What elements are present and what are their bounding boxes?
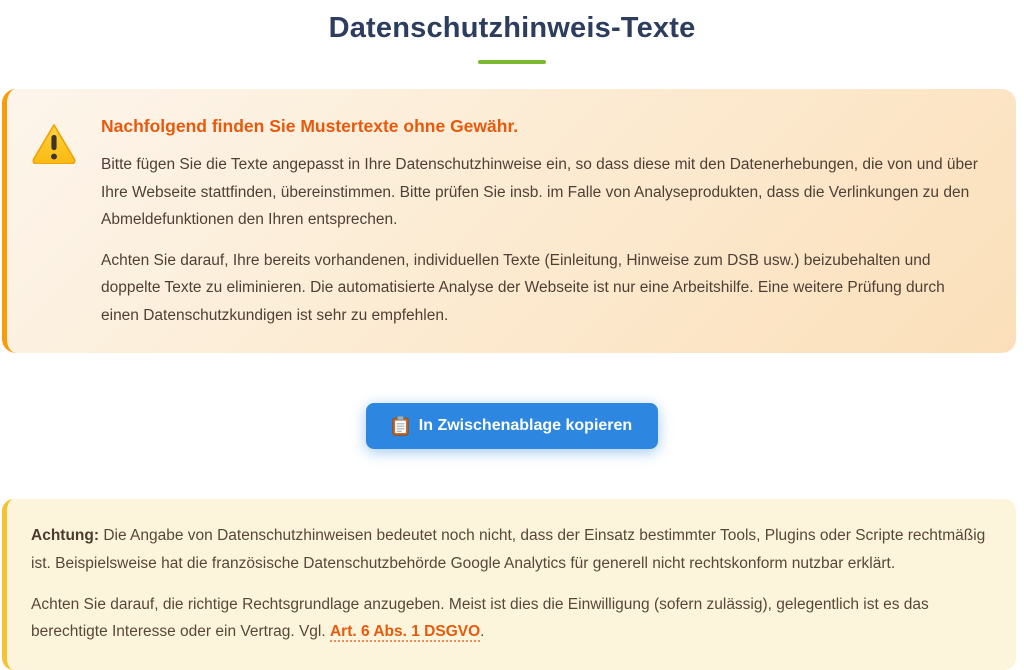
achtung-label: Achtung: [31,527,100,545]
notice-paragraph-1-text: Die Angabe von Datenschutzhinweisen bedeutet noch nicht, dass der Einsatz bestimmter Tools, Plugins oder Scripte rechtmäßig ist. Beispielsweise hat die französische Datenschutzbehörde Google Analytics für generell nicht rechtskonform nutzbar erklärt. [31,527,986,573]
page-title: Datenschutzhinweis-Texte [328,12,696,44]
warning-icon-column [31,116,77,329]
warning-heading: Nachfolgend finden Sie Mustertexte ohne Gewähr. [101,116,519,136]
copy-to-clipboard-button[interactable] [366,403,658,449]
warning-paragraph-1: Bitte fügen Sie die Texte angepasst in Ihre Datenschutzhinweise ein, so dass diese mit den Datenerhebungen, die von und über Ihre Webseite stattfinden, übereinstimmen. Bitte prüfen Sie insb. im Falle von Analyseprodukten, dass die Verlinkungen zu den Abmeldefunktionen den Ihren entsprechen. [101,156,978,229]
notice-paragraph-2-text: Achten Sie darauf, die richtige Rechtsgrundlage anzugeben. Meist ist dies die Einwilligung (sofern zulässig), gelegentlich ist es das berechtigte Interesse oder ein Vertrag. Vgl. [31,595,929,641]
clipboard-icon [392,416,409,436]
notice-paragraph-2 [31,591,988,646]
notice-box [2,499,1016,669]
warning-text-column [101,116,986,329]
copy-button-label: In Zwischenablage kopieren [418,417,633,435]
notice-paragraph-2-after: . [480,623,485,641]
warning-box [2,89,1016,353]
dsgvo-link[interactable]: Art. 6 Abs. 1 DSGVO [329,623,481,641]
title-divider [478,60,546,64]
warning-paragraph-2: Achten Sie darauf, Ihre bereits vorhandenen, individuellen Texte (Einleitung, Hinweise zum DSB usw.) beizubehalten und doppelte Texte zu eliminieren. Die automatisierte Analyse der Webseite ist nur eine Arbeitshilfe. Eine weitere Prüfung durch einen Datenschutzkundigen ist sehr zu empfehlen. [101,251,945,324]
button-row [0,403,1024,449]
warning-triangle-icon [31,151,77,168]
notice-paragraph-1 [31,522,988,577]
